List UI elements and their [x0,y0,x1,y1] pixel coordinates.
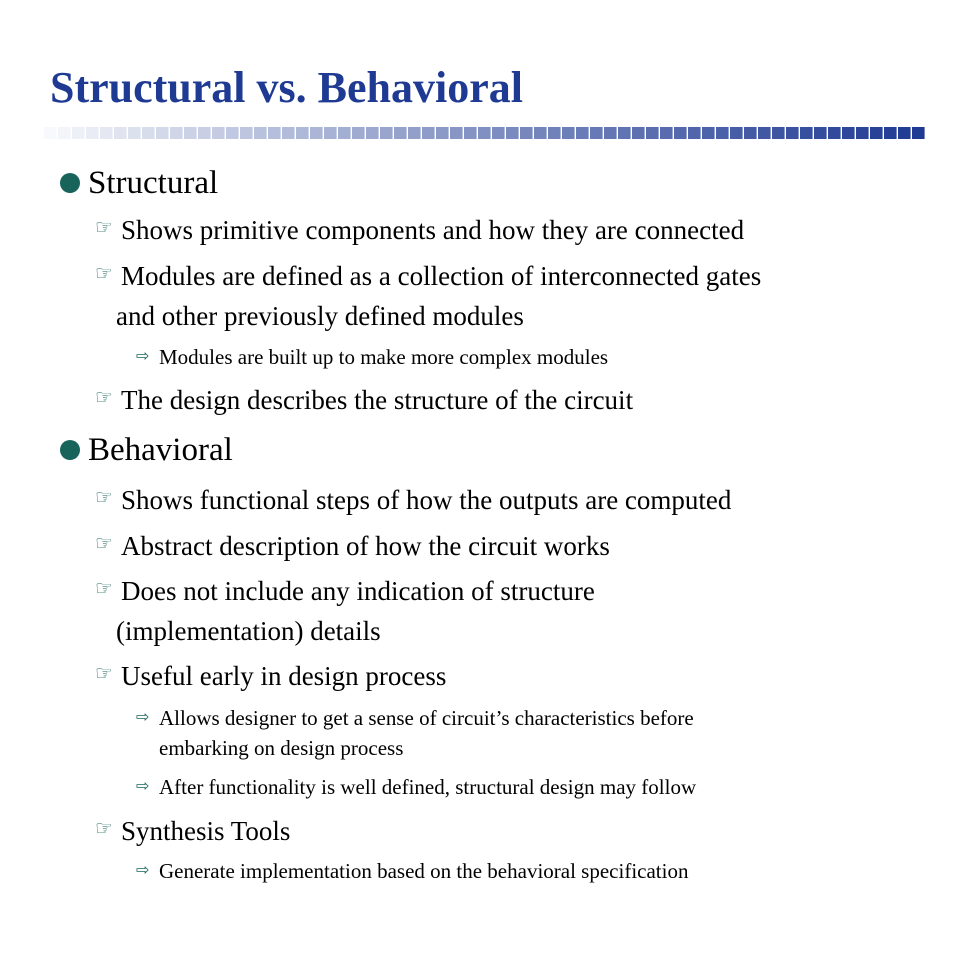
hollow-arrow-icon: ⇨ [136,346,150,365]
section-heading-text: Structural [88,165,219,201]
list-item-text: Useful early in design process [121,661,447,691]
list-item-text: Shows functional steps of how the outputs are computed [121,485,732,515]
pointing-hand-icon: ☞ [95,385,113,409]
hollow-arrow-icon: ⇨ [136,707,150,726]
section-heading-text: Behavioral [88,432,233,468]
list-item-text-continued: (implementation) details [116,616,381,646]
sub-list-item-text: Modules are built up to make more complex modules [159,345,609,369]
list-item-text: Does not include any indication of structure [121,576,595,606]
sub-list-item-text: Allows designer to get a sense of circuit’s characteristics before [159,706,694,730]
pointing-hand-icon: ☞ [95,215,113,239]
list-item-text: Abstract description of how the circuit works [121,531,610,561]
sub-list-item-text: Generate implementation based on the behavioral specification [159,859,689,883]
sub-list-item-text-continued: embarking on design process [159,736,404,760]
slide-title: Structural vs. Behavioral [50,63,523,112]
list-item-text: Modules are defined as a collection of interconnected gates [121,261,762,291]
list-item-text: The design describes the structure of the circuit [121,385,634,415]
pointing-hand-icon: ☞ [95,261,113,285]
pointing-hand-icon: ☞ [95,661,113,685]
hollow-arrow-icon: ⇨ [136,860,150,879]
pointing-hand-icon: ☞ [95,485,113,509]
sub-list-item-text: After functionality is well defined, structural design may follow [159,775,697,799]
filled-circle-icon [60,173,80,193]
filled-circle-icon [60,440,80,460]
list-item-text: Shows primitive components and how they are connected [121,215,745,245]
pointing-hand-icon: ☞ [95,816,113,840]
list-item-text: Synthesis Tools [121,816,291,846]
list-item-text-continued: and other previously defined modules [116,301,524,331]
hollow-arrow-icon: ⇨ [136,776,150,795]
pointing-hand-icon: ☞ [95,576,113,600]
pointing-hand-icon: ☞ [95,531,113,555]
